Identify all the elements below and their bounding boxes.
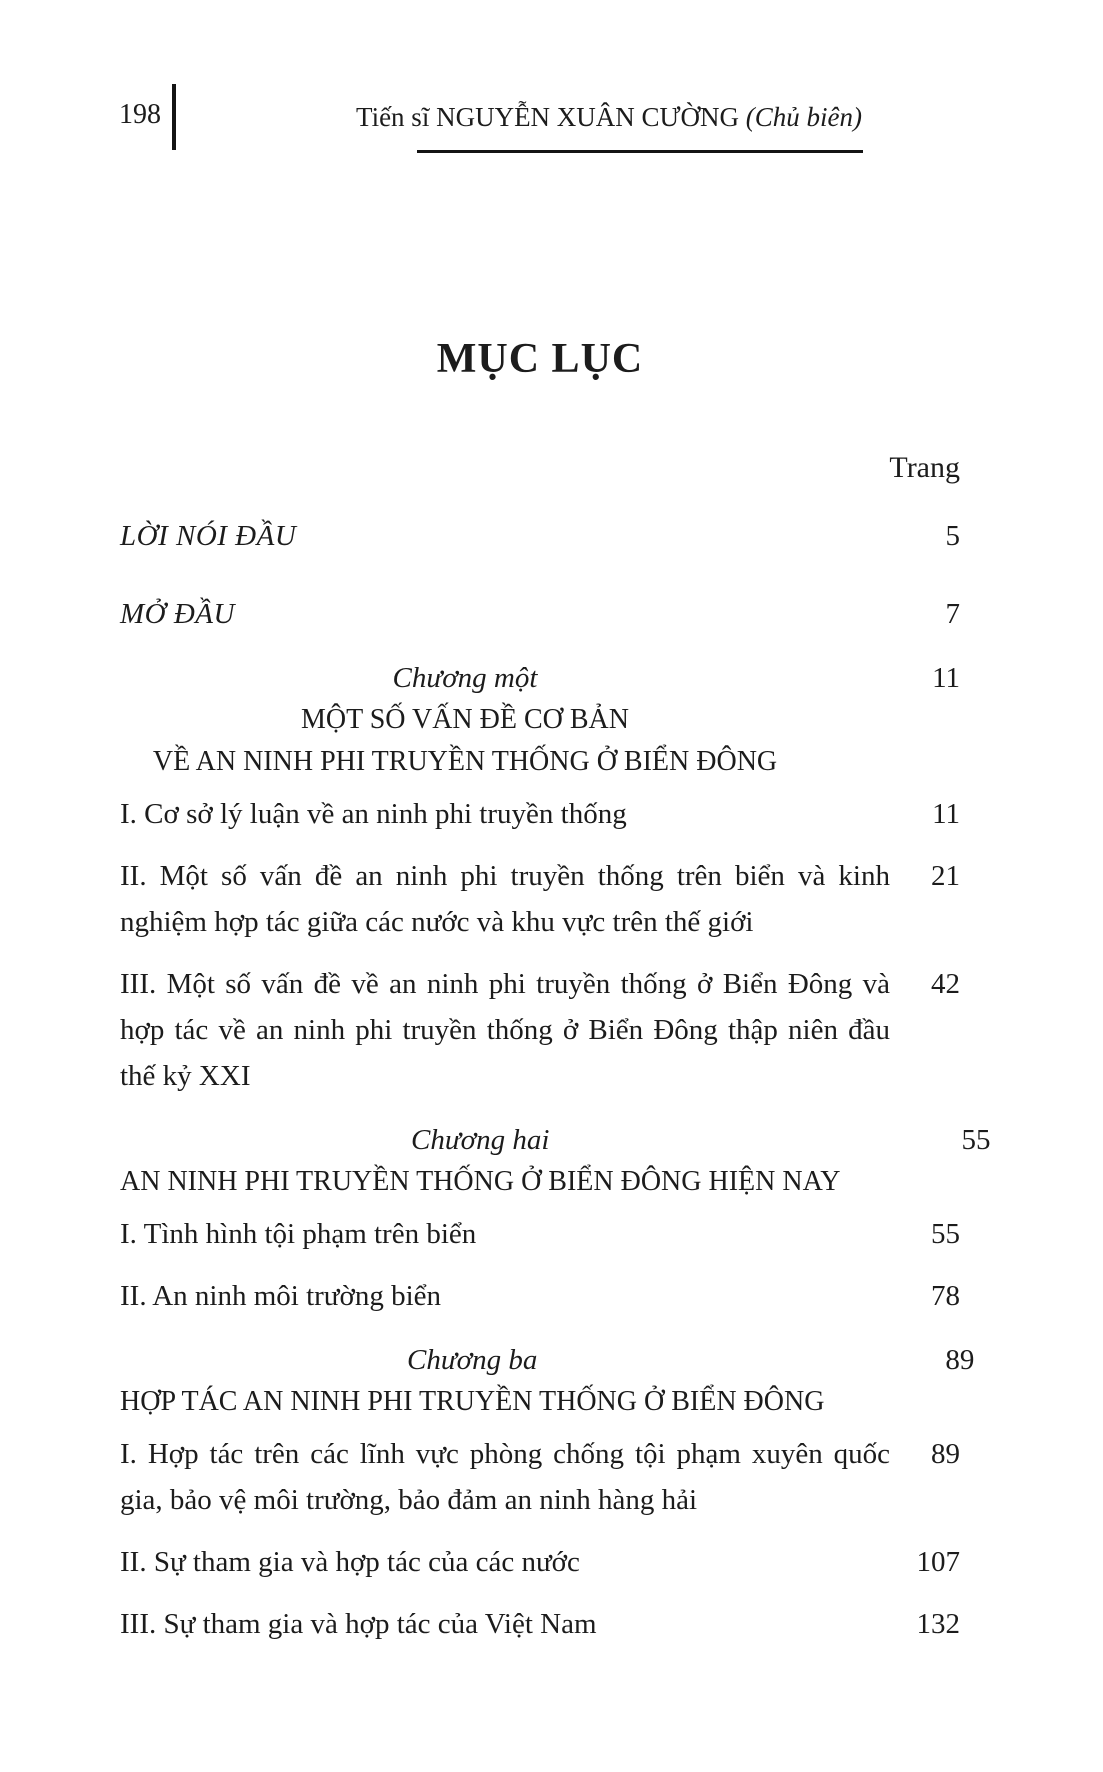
- toc-entry-page-number: 55: [931, 1218, 960, 1250]
- toc-entry-text: III. Sự tham gia và hợp tác của Việt Nam: [120, 1608, 597, 1640]
- toc-entry-page-number: 11: [932, 798, 960, 830]
- toc-entry-text: MỞ ĐẦU: [120, 598, 235, 630]
- toc-entry-text: II. An ninh môi trường biển: [120, 1280, 442, 1312]
- toc-entry-page-number: 5: [945, 520, 960, 552]
- toc-entry-text: [120, 657, 900, 783]
- toc-entry: [120, 791, 960, 837]
- chapter-title-line: HỢP TÁC AN NINH PHI TRUYỀN THỐNG Ở BIỂN ĐÔNG: [120, 1386, 825, 1417]
- toc-page-column-header: Trang: [889, 451, 960, 484]
- toc-entry: [120, 513, 960, 559]
- toc-entry-page-number: 78: [931, 1280, 960, 1312]
- toc-title: MỤC LỤC: [436, 336, 644, 382]
- toc-entry-page-number: 107: [916, 1546, 960, 1578]
- chapter-label: Chương hai: [411, 1124, 550, 1156]
- toc-entry-text: LỜI NÓI ĐẦU: [120, 520, 297, 552]
- toc-entry: [120, 1601, 960, 1647]
- toc-entry: [120, 1211, 960, 1257]
- running-head-author: Tiến sĩ NGUYỄN XUÂN CƯỜNG: [356, 102, 746, 132]
- toc-entry-page-number: 7: [945, 598, 960, 630]
- toc-entry-page-number: 89: [931, 1438, 960, 1470]
- toc-entry-page-number: 55: [961, 1124, 991, 1156]
- toc-entry: [120, 1119, 991, 1203]
- chapter-title-line: AN NINH PHI TRUYỀN THỐNG Ở BIỂN ĐÔNG HIỆN NAY: [120, 1166, 841, 1197]
- header-rule: [417, 150, 863, 153]
- toc-entry-text: I. Hợp tác trên các lĩnh vực phòng chống tội phạm xuyên quốc gia, bảo vệ môi trường, bảo đảm an ninh hàng hải: [120, 1438, 890, 1516]
- toc-entry: [120, 1273, 960, 1319]
- running-head-role: (Chủ biên): [745, 102, 862, 132]
- toc-entry-page-number: 89: [945, 1344, 975, 1376]
- toc-list: [120, 513, 991, 1647]
- chapter-title-line: VỀ AN NINH PHI TRUYỀN THỐNG Ở BIỂN ĐÔNG: [152, 746, 778, 777]
- toc-entry: [120, 591, 960, 637]
- chapter-title-line: MỘT SỐ VẤN ĐỀ CƠ BẢN: [300, 704, 629, 735]
- toc-entry-text: II. Sự tham gia và hợp tác của các nước: [120, 1546, 580, 1578]
- toc-entry-text: [120, 1119, 930, 1203]
- toc-entry: [120, 1431, 960, 1523]
- toc-entry: [120, 1339, 975, 1423]
- running-head: [356, 100, 862, 134]
- toc-entry: [120, 853, 960, 945]
- chapter-label: Chương ba: [407, 1344, 538, 1376]
- toc-entry-text: I. Tình hình tội phạm trên biển: [120, 1218, 477, 1250]
- toc-entry-page-number: 21: [931, 860, 960, 892]
- toc-entry: [120, 1539, 960, 1585]
- chapter-label: Chương một: [392, 662, 538, 694]
- toc-entry-page-number: 42: [931, 968, 960, 1000]
- toc-entry-page-number: 11: [932, 662, 960, 694]
- toc-entry-text: [120, 1339, 914, 1423]
- page-folio-number: 198: [119, 99, 161, 130]
- toc-entry: [120, 961, 960, 1099]
- toc-entry-text: I. Cơ sở lý luận về an ninh phi truyền thống: [120, 798, 627, 830]
- toc-entry-text: II. Một số vấn đề an ninh phi truyền thống trên biển và kinh nghiệm hợp tác giữa các nước và khu vực trên thế giới: [120, 860, 890, 938]
- toc-content: [120, 335, 991, 1647]
- toc-entry-page-number: 132: [916, 1608, 960, 1640]
- toc-entry-text: III. Một số vấn đề về an ninh phi truyền thống ở Biển Đông và hợp tác về an ninh phi truyền thống ở Biển Đông thập niên đầu thế kỷ XXI: [120, 968, 890, 1092]
- header-divider-bar: [172, 84, 176, 150]
- toc-entry: [120, 657, 960, 783]
